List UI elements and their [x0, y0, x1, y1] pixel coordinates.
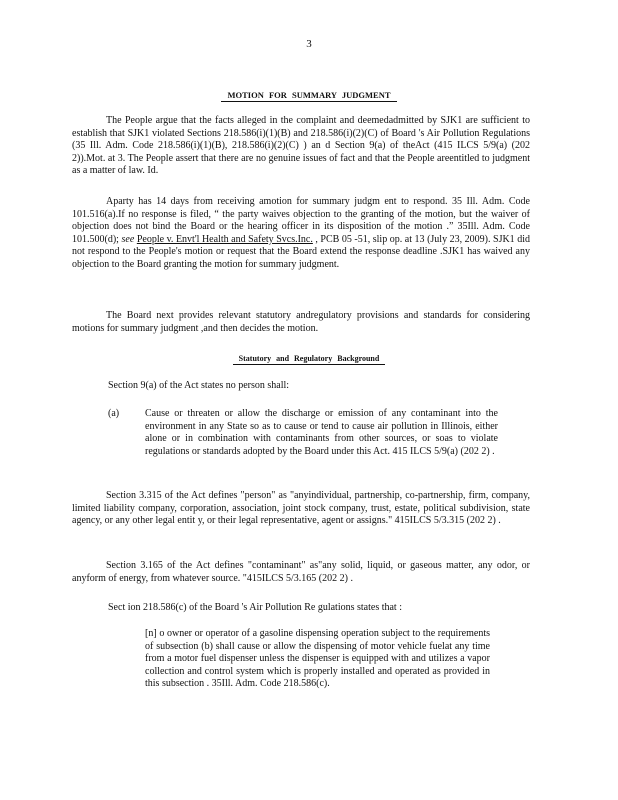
paragraph-contaminant-definition: Section 3.165 of the Act defines "contaminant" as"any solid, liquid, or gaseous matter, any odor, or anyform of energy, from whatever source. "415ILCS 5/3.165 (202 2) .	[72, 560, 530, 584]
paragraph-person-definition: Section 3.315 of the Act defines "person" as "anyindividual, partnership, co-partnership, firm, company, limited liability company, corporation, association, joint stock company, trust, estate, political subdivision, state agency, or any other legal entit y, or their legal representative, agent or assigns." 415ILCS 5/3.315 (202 2) .	[72, 490, 530, 527]
page-number: 3	[306, 38, 312, 50]
paragraph-people-argue: The People argue that the facts alleged in the complaint and deemedadmitted by SJK1 are sufficient to establish that SJK1 violated Sections 218.586(i)(1)(B) and 218.586(i)(2)(C) of Board 's Air Pollution Regulations (35 Ill. Adm. Code 218.586(i)(1)(B), 218.586(i)(2)(C) ) an d Section 9(a) of theAct (415 ILCS 5/9(a) (202 2)).Mot. at 3. The People assert that there are no genuine issues of fact and that the People areentitled to judgment as a matter of law. Id.	[72, 115, 530, 177]
paragraph-response-part1: Aparty has 14 days from receiving amotion for summary judgm ent to respond. 35 Ill. Adm. Code 101.516(a).If no response is filed, “ the party waives objection to the granting of the motion, but the waiver of objection does not bind the Board or the hearing officer in its disposition of the motion .” 35Ill. Adm. Code 101.500(d);	[72, 196, 530, 245]
list-item-label: (a)	[108, 408, 120, 419]
paragraph-section-9a: Section 9(a) of the Act states no person shall:	[108, 380, 290, 391]
paragraph-response-part2: , PCB 05 -51, slip op. at 13 (July 23, 2009). SJK1 did not respond to the People's motion or request that the Board extend the response deadline .SJK1 has waived any objection to the Board granting the motion for summary judgment.	[72, 233, 530, 270]
case-citation: People v. Envt'l Health and Safety Svcs.Inc.	[136, 233, 313, 245]
section-heading-statutory	[0, 354, 618, 363]
block-quote: [n] o owner or operator of a gasoline dispensing operation subject to the requirements of subsection (b) shall cause or allow the dispensing of motor vehicle fuelat any time from a motor fuel dispenser unless the dispenser is equipped with and utilizes a vapor collection and control system which is properly installed and operated as provided in this subsection . 35Ill. Adm. Code 218.586(c).	[145, 628, 490, 690]
section-heading-motion	[0, 90, 618, 100]
section-heading-motion-text: MOTION FOR SUMMARY JUDGMENT	[221, 90, 396, 102]
section-heading-statutory-text: Statutory and Regulatory Background	[233, 354, 386, 365]
paragraph-response-deadline	[72, 196, 530, 272]
list-item-text: Cause or threaten or allow the discharge or emission of any contaminant into the environment in any State so as to cause or tend to cause air pollution in Illinois, either alone or in combination with contaminants from other sources, or soas to violate regulations or standards adopted by the Board under this Act. 415 ILCS 5/9(a) (202 2) .	[145, 408, 498, 457]
paragraph-section-218-586c: Sect ion 218.586(c) of the Board 's Air Pollution Re gulations states that :	[108, 602, 402, 613]
paragraph-board-next: The Board next provides relevant statutory andregulatory provisions and standards for considering motions for summary judgment ,and then decides the motion.	[72, 310, 530, 334]
case-signal-see: see	[121, 233, 135, 245]
